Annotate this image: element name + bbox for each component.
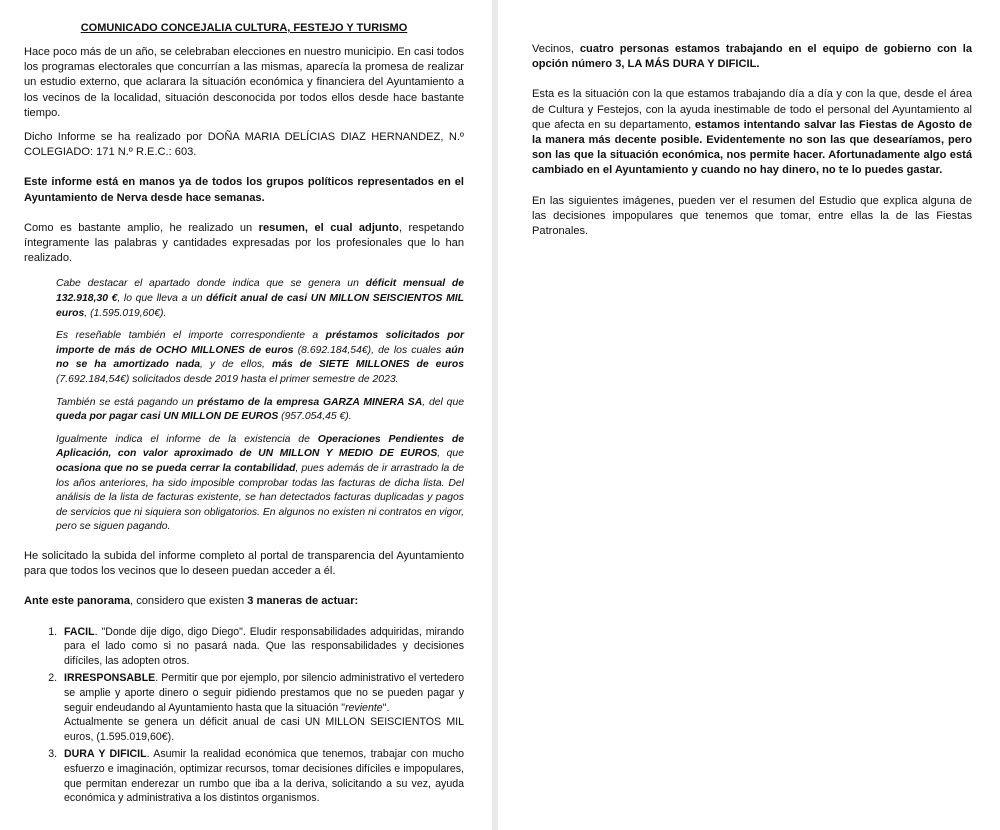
quote-deficit-d: déficit anual de casi UN MILLON SEISCIENTOS MIL euros	[56, 293, 464, 319]
quote-loans-e: , y de ellos,	[200, 359, 272, 371]
quote-block	[24, 277, 464, 535]
neighbours-b: cuatro personas estamos trabajando en el equipo de gobierno con la opción número 3, LA MÁS DURA Y DIFICIL.	[532, 43, 972, 71]
quote-garza-e: (957.054,45 €).	[278, 411, 352, 423]
page-right	[498, 0, 1000, 830]
paragraph-situation	[532, 87, 972, 178]
quote-deficit	[56, 277, 464, 321]
option-2-text-end: ".	[382, 701, 390, 714]
paragraph-neighbours	[532, 42, 972, 72]
document-title: COMUNICADO CONCEJALIA CULTURA, FESTEJO Y TURISMO	[80, 22, 408, 34]
list-item	[60, 747, 464, 806]
quote-loans-c: (8.692.184,54€), de los cuales	[293, 344, 446, 356]
paragraph-summary	[24, 221, 464, 267]
option-1-text: . "Donde dije digo, digo Diego". Eludir responsabilidades adquiridas, mirando para el lado como si no pasará nada. Que las responsabilidades y decisiones difíciles, las adopten otros.	[64, 625, 464, 668]
quote-loans-b: préstamos solicitados por importe de más de OCHO MILLONES de euros	[56, 330, 465, 356]
paragraph-report-status	[24, 175, 464, 205]
quote-pending-d: ocasiona que no se pueda cerrar la contabilidad	[56, 462, 296, 474]
situation-a: Esta es la situación con la que estamos trabajando día a día y con la que, desde el área de Cultura y Festejos, con la ayuda inestimable de todo el personal del Ayuntamiento al que afecta en su departamento,	[532, 88, 972, 131]
options-intro-a: Ante este panorama	[24, 595, 131, 608]
list-item	[60, 671, 464, 745]
page-left	[0, 0, 492, 830]
summary-text-c: , respetando íntegramente las palabras y cantidades expresadas por los profesionales que lo han realizado.	[24, 221, 465, 265]
quote-pending-e: , pues además de ir arrastrado la de los años anteriores, ha sido imposible comprobar todas las facturas de dicha lista. Del análisis de la lista de facturas existente, se han detectados facturas duplicadas y pagos de servicios que ni siquiera son obligatorios. En algunos no existen ni contratos en vigor, pero se siguen pagando.	[56, 462, 465, 533]
option-3-title: DURA Y DIFICIL	[64, 747, 147, 760]
quote-deficit-e: , (1.595.019,60€).	[84, 307, 167, 319]
option-3-text: . Asumir la realidad económica que tenemos, trabajar con mucho esfuerzo e imaginación, optimizar recursos, tomar decisiones difíciles e impopulares, que permitan enderezar un rumbo que iba a la deriva, solicitando a su vez, ayuda económica y administrativa a los distintos organismos.	[64, 747, 464, 805]
list-item	[60, 625, 464, 669]
quote-loans-f: más de SIETE MILLONES de euros	[271, 359, 464, 371]
quote-deficit-b: déficit mensual de 132.918,30 €	[56, 278, 464, 305]
option-2-text: . Permitir que por ejemplo, por silencio administrativo el vertedero se amplie y aporte dinero o seguir pidiendo prestamos que no se pueden pagar y seguir endeudando al Ayuntamiento hasta que la situación "	[64, 671, 464, 714]
paragraph-options-intro	[24, 594, 464, 609]
neighbours-a: Vecinos,	[532, 43, 580, 55]
report-status-text: Este informe está en manos ya de todos los grupos políticos representados en el Ayuntamiento de Nerva desde hace semanas.	[24, 176, 464, 204]
option-2-italic: reviente	[344, 701, 383, 714]
paragraph-transparency: He solicitado la subida del informe completo al portal de transparencia del Ayuntamiento para que todos los vecinos que lo deseen puedan acceder a él.	[24, 549, 464, 578]
option-1-title: FACIL	[64, 625, 95, 638]
quote-pending-operations	[56, 433, 464, 535]
quote-garza-c: , del que	[422, 396, 465, 408]
option-2-title: IRRESPONSABLE	[64, 671, 156, 684]
quote-pending-b: Operaciones Pendientes de Aplicación, con valor aproximado de UN MILLON Y MEDIO DE EUROS	[56, 433, 464, 460]
quote-deficit-c: , lo que lleva a un	[117, 293, 207, 305]
quote-loans	[56, 329, 464, 387]
quote-pending-c: , que	[437, 448, 464, 460]
quote-garza-a: También se está pagando un	[56, 396, 198, 408]
options-intro-b: , considero que existen	[130, 595, 248, 608]
paragraph-author: Dicho Informe se ha realizado por DOÑA MARIA DELÍCIAS DIAZ HERNANDEZ, N.º COLEGIADO: 171 N.º R.E.C.: 603.	[24, 131, 464, 159]
situation-b: estamos intentando salvar las Fiestas de Agosto de la manera más decente posible. Evidentemente no son las que desearíamos, pero son las que la situación económica, nos permite hacer. Afortunadamente algo está cambiado en el Ayuntamiento y cuando no hay dinero, no te lo puedes gastar.	[532, 118, 972, 177]
options-intro-c: 3 maneras de actuar:	[247, 595, 359, 608]
paragraph-elections: Hace poco más de un año, se celebraban elecciones en nuestro municipio. En casi todos los programas electorales que concurrían a las mismas, aparecía la promesa de realizar un estudio externo, que aclarara la situación económica y financiera del Ayuntamiento a los vecinos de la localidad, situación desconocida por todos ellos desde hace bastante tiempo.	[24, 46, 464, 119]
summary-text-bold: resumen, el cual adjunto	[258, 221, 399, 234]
quote-garza	[56, 396, 464, 425]
quote-loans-a: Es reseñable también el importe correspondiente a	[56, 330, 326, 342]
quote-deficit-a: Cabe destacar el apartado donde indica que se genera un	[56, 278, 366, 290]
quote-pending-a: Igualmente indica el informe de la existencia de	[56, 433, 318, 445]
summary-text-a: Como es bastante amplio, he realizado un	[24, 221, 259, 234]
options-list	[24, 625, 464, 807]
quote-garza-d: queda por pagar casi UN MILLON DE EUROS	[56, 411, 279, 423]
option-2-deficit-note: Actualmente se genera un déficit anual de casi UN MILLON SEISCIENTOS MIL euros, (1.595.019,60€).	[64, 716, 464, 744]
quote-garza-b: préstamo de la empresa GARZA MINERA SA	[197, 396, 423, 408]
paragraph-images: En las siguientes imágenes, pueden ver el resumen del Estudio que explica alguna de las decisiones impopulares que tenemos que tomar, entre ellas la de las Fiestas Patronales.	[532, 194, 972, 238]
quote-loans-d: aún no se ha amortizado nada	[56, 344, 464, 371]
quote-loans-g: (7.692.184,54€) solicitados desde 2019 hasta el primer semestre de 2023.	[56, 374, 399, 385]
